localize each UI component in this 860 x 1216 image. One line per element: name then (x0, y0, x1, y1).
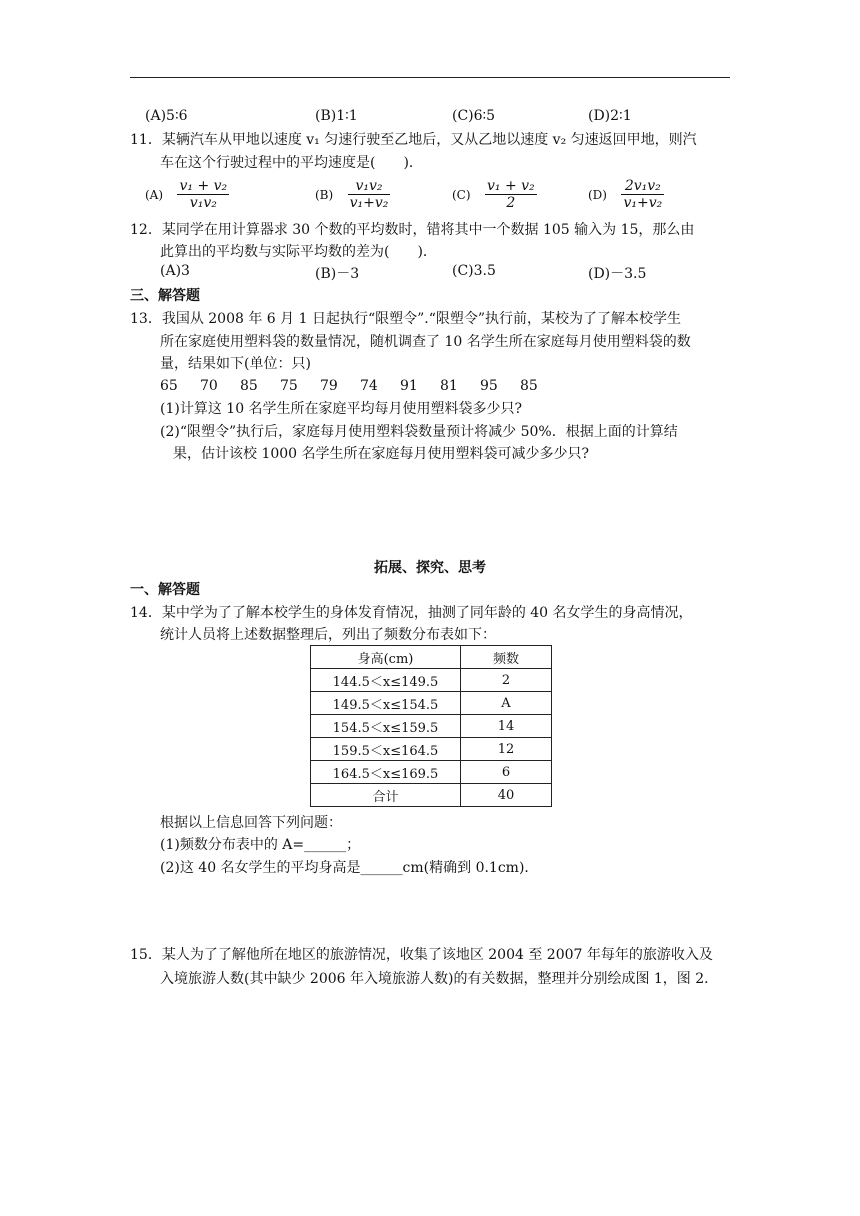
q12-stem-line1: 12．某同学在用计算器求 30 个数的平均数时，错将其中一个数据 105 输入为 15，那么由 (130, 222, 695, 238)
q10-option-b: (B)1∶1 (315, 108, 358, 124)
q11-option-d-fraction (621, 178, 664, 211)
q11-option-a (145, 178, 229, 211)
table-cell-total-value: 40 (461, 784, 552, 807)
table-header-frequency: 频数 (461, 646, 552, 669)
q11-option-d-label: (D) (588, 187, 607, 202)
q11-option-b-numerator: v₁v₂ (348, 178, 391, 195)
q13-sub2-line1: (2)“限塑令”执行后，家庭每月使用塑料袋数量预计将减少 50%．根据上面的计算结 (160, 424, 678, 440)
table-total-row (311, 784, 552, 807)
table-cell-interval: 154.5＜x≤159.5 (311, 715, 461, 738)
q14-stem-line2: 统计人员将上述数据整理后，列出了频数分布表如下： (160, 627, 496, 643)
q11-option-c-fraction (485, 178, 537, 211)
q12-option-c: (C)3.5 (452, 263, 496, 279)
table-row (311, 761, 552, 784)
q13-data-value: 65 (160, 378, 178, 394)
table-row (311, 715, 552, 738)
q11-option-b-label: (B) (315, 187, 334, 202)
q13-stem-line2: 所在家庭使用塑料袋的数量情况，随机调查了 10 名学生所在家庭每月使用塑料袋的数 (160, 334, 691, 350)
table-cell-interval: 164.5＜x≤169.5 (311, 761, 461, 784)
header-rule (130, 77, 730, 78)
q11-option-c-numerator: v₁ + v₂ (487, 178, 535, 194)
table-cell-frequency: 14 (461, 715, 552, 738)
q12-option-b: (B)－3 (315, 266, 360, 282)
table-header-row (311, 646, 552, 669)
table-cell-frequency: 12 (461, 738, 552, 761)
q14-sub2: (2)这 40 名女学生的平均身高是______cm(精确到 0.1cm)． (160, 860, 539, 876)
q11-option-b-fraction (348, 178, 391, 211)
q11-option-a-numerator: v₁ + v₂ (179, 178, 228, 194)
q13-data-value: 79 (320, 378, 338, 394)
q12-option-a: (A)3 (160, 263, 190, 279)
q13-data-value: 91 (400, 378, 418, 394)
q11-option-b-denominator: v₁+v₂ (349, 195, 389, 211)
table-cell-interval: 144.5＜x≤149.5 (311, 669, 461, 692)
q11-option-d-numerator: 2v₁v₂ (621, 178, 664, 195)
table-cell-interval: 149.5＜x≤154.5 (311, 692, 461, 715)
q15-stem-line2: 入境旅游人数(其中缺少 2006 年入境旅游人数)的有关数据，整理并分别绘成图 1，图 2． (160, 971, 719, 987)
table-cell-frequency: 2 (461, 669, 552, 692)
q12-option-d: (D)－3.5 (588, 266, 647, 282)
table-row (311, 692, 552, 715)
q14-stem-line1: 14．某中学为了了解本校学生的身体发育情况，抽测了同年龄的 40 名女学生的身高情况， (130, 605, 693, 621)
q13-data-value: 85 (520, 378, 538, 394)
q11-stem-line2: 车在这个行驶过程中的平均速度是( )． (160, 155, 423, 171)
q15-stem-line1: 15．某人为了了解他所在地区的旅游情况，收集了该地区 2004 至 2007 年每年的旅游收入及 (130, 947, 713, 963)
q13-data-value: 81 (440, 378, 458, 394)
section3-heading: 三、解答题 (130, 288, 200, 304)
table-cell-interval: 159.5＜x≤164.5 (311, 738, 461, 761)
q14-after-table: 根据以上信息回答下列问题： (160, 815, 342, 831)
q13-stem-line3: 量，结果如下(单位：只) (160, 356, 311, 372)
q14-sub1: (1)频数分布表中的 A=______； (160, 837, 361, 853)
q13-sub1: (1)计算这 10 名学生所在家庭平均每月使用塑料袋多少只? (160, 401, 523, 417)
section1-heading: 一、解答题 (130, 582, 200, 598)
q10-option-d: (D)2∶1 (588, 108, 632, 124)
q13-data-value: 70 (200, 378, 218, 394)
table-cell-frequency: A (461, 692, 552, 715)
table-row (311, 669, 552, 692)
q13-data-value: 74 (360, 378, 378, 394)
q11-option-c-label: (C) (452, 187, 471, 202)
q13-data-value: 85 (240, 378, 258, 394)
q11-option-d-denominator: v₁+v₂ (623, 195, 663, 211)
frequency-table (310, 645, 552, 807)
extension-heading: 拓展、探究、思考 (374, 560, 486, 576)
q11-option-a-denominator: v₁v₂ (189, 195, 217, 211)
q13-sub2-line2: 果，估计该校 1000 名学生所在家庭每月使用塑料袋可减少多少只? (173, 446, 590, 462)
q11-option-a-fraction (177, 178, 229, 211)
q12-stem-line2: 此算出的平均数与实际平均数的差为( )． (160, 244, 437, 260)
table-cell-frequency: 6 (461, 761, 552, 784)
q13-stem-line1: 13．我国从 2008 年 6 月 1 日起执行“限塑令”.“限塑令”执行前，某校为了了解本校学生 (130, 311, 682, 327)
table-cell-total-label: 合计 (311, 784, 461, 807)
q10-option-c: (C)6∶5 (452, 108, 496, 124)
q13-data-value: 95 (480, 378, 498, 394)
table-row (311, 738, 552, 761)
q10-option-a: (A)5∶6 (145, 108, 188, 124)
q11-option-c-denominator: 2 (506, 195, 516, 211)
q13-data-value: 75 (280, 378, 298, 394)
q13-data-row (160, 376, 560, 396)
q11-option-d (588, 178, 664, 211)
table-header-height: 身高(cm) (311, 646, 461, 669)
q11-option-a-label: (A) (145, 187, 164, 202)
q11-option-b (315, 178, 390, 211)
q11-option-c (452, 178, 537, 211)
q11-stem-line1: 11．某辆汽车从甲地以速度 v₁ 匀速行驶至乙地后，又从乙地以速度 v₂ 匀速返回甲地，则汽 (130, 132, 697, 148)
